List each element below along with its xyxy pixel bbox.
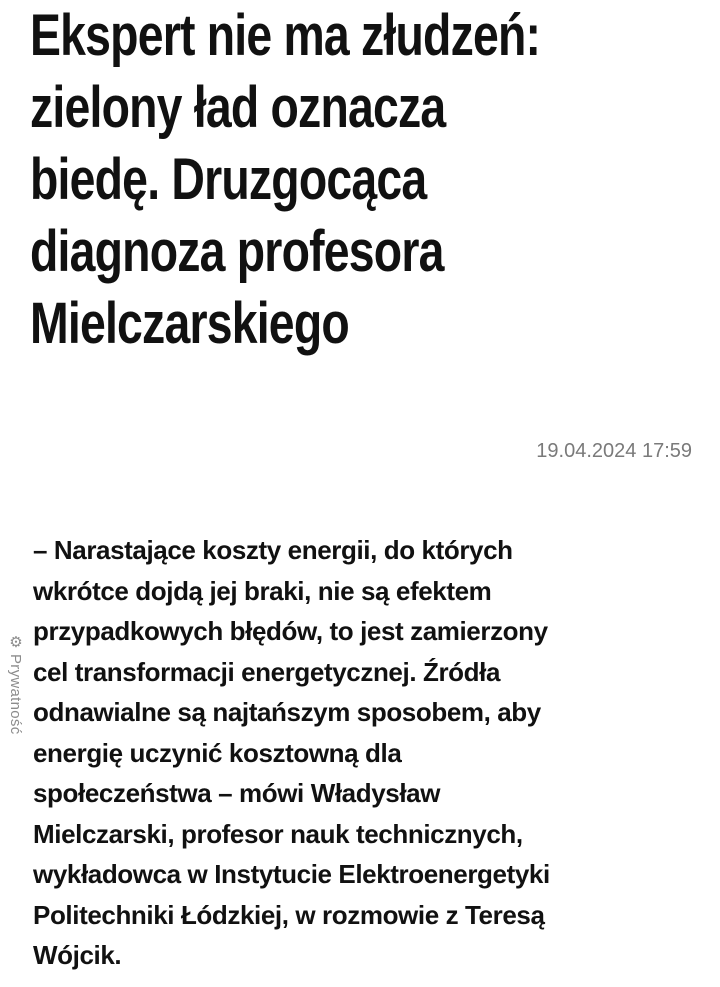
- lead-line: energię uczynić kosztowną dla: [33, 737, 402, 768]
- lead-line: wykładowca w Instytucie Elektroenergetyki: [33, 859, 550, 889]
- publish-timestamp: 19.04.2024 17:59: [536, 440, 692, 462]
- lead-line: społeczeństwa – mówi Władysław: [33, 778, 441, 808]
- gear-icon[interactable]: ⚙: [9, 633, 23, 651]
- privacy-label[interactable]: Prywatność: [7, 654, 24, 735]
- lead-line: – Narastające koszty energii, do których: [33, 535, 513, 565]
- headline-line: zielony ład oznacza: [30, 75, 446, 140]
- headline-line: diagnoza profesora: [30, 219, 444, 284]
- lead-line: Wójcik.: [33, 940, 122, 970]
- article-headline: [30, 0, 566, 360]
- headline-line: Ekspert nie ma złudzeń:: [30, 3, 541, 68]
- lead-line: Mielczarski, profesor nauk technicznych,: [33, 818, 523, 849]
- lead-line: cel transformacji energetycznej. Źródła: [33, 656, 501, 687]
- article-lead: [33, 530, 683, 976]
- headline-line: Mielczarskiego: [30, 291, 349, 356]
- privacy-settings-tab[interactable]: [6, 630, 28, 780]
- lead-line: odnawialne są najtańszym sposobem, aby: [33, 697, 541, 727]
- headline-line: biedę. Druzgocąca: [30, 147, 427, 212]
- lead-line: Politechniki Łódzkiej, w rozmowie z Teresą: [33, 899, 545, 930]
- lead-line: wkrótce dojdą jej braki, nie są efektem: [33, 575, 492, 606]
- lead-line: przypadkowych błędów, to jest zamierzony: [33, 616, 548, 646]
